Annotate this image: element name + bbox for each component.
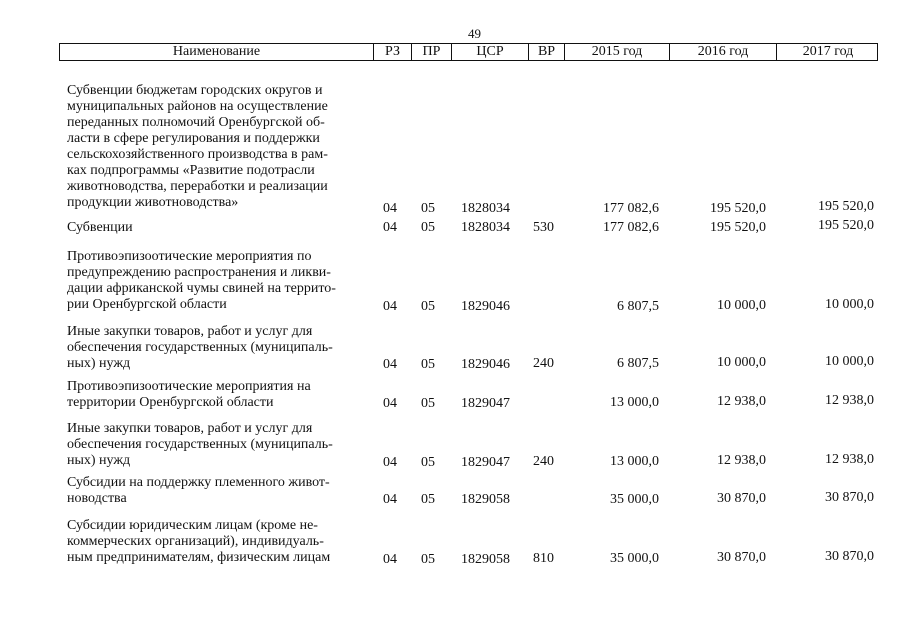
row-csr: 1828034 bbox=[461, 220, 510, 235]
row-name: Иные закупки товаров, работ и услуг для обеспечения государственных (муниципаль- ных) нужд bbox=[67, 324, 333, 371]
row-csr: 1829047 bbox=[461, 396, 510, 411]
row-2017: 30 870,0 bbox=[825, 490, 874, 505]
row-2016: 195 520,0 bbox=[710, 201, 766, 216]
row-2017: 195 520,0 bbox=[818, 218, 874, 233]
row-pr: 05 bbox=[421, 552, 435, 567]
header-pr: ПР bbox=[412, 44, 452, 60]
header-name: Наименование bbox=[60, 44, 374, 60]
row-name: Иные закупки товаров, работ и услуг для обеспечения государственных (муниципаль- ных) нужд bbox=[67, 421, 333, 468]
row-vr: 530 bbox=[533, 220, 554, 235]
row-2016: 12 938,0 bbox=[717, 394, 766, 409]
row-pr: 05 bbox=[421, 299, 435, 314]
row-2015: 35 000,0 bbox=[610, 492, 659, 507]
row-vr: 240 bbox=[533, 454, 554, 469]
row-name: Противоэпизоотические мероприятия по предупреждению распространения и ликви- дации африканской чумы свиней на террито- рии Оренбургской области bbox=[67, 249, 336, 312]
row-name: Противоэпизоотические мероприятия на территории Оренбургской области bbox=[67, 379, 311, 410]
row-2017: 10 000,0 bbox=[825, 354, 874, 369]
row-rz: 04 bbox=[383, 492, 397, 507]
row-2017: 195 520,0 bbox=[818, 199, 874, 214]
row-2015: 13 000,0 bbox=[610, 395, 659, 410]
row-2017: 30 870,0 bbox=[825, 549, 874, 564]
row-pr: 05 bbox=[421, 357, 435, 372]
row-2015: 6 807,5 bbox=[617, 356, 659, 371]
row-2015: 35 000,0 bbox=[610, 551, 659, 566]
row-2015: 177 082,6 bbox=[603, 201, 659, 216]
row-vr: 240 bbox=[533, 356, 554, 371]
row-vr: 810 bbox=[533, 551, 554, 566]
row-pr: 05 bbox=[421, 455, 435, 470]
page-number: 49 bbox=[468, 26, 481, 41]
row-2015: 177 082,6 bbox=[603, 220, 659, 235]
row-csr: 1828034 bbox=[461, 201, 510, 216]
row-name: Субвенции бюджетам городских округов и муниципальных районов на осуществление переданных полномочий Оренбургской об- ласти в сфере регулирования и поддержки сельскохозяйственного производства в рам- ках подпрограммы «Развитие подотрасли животноводства, переработки и реализации продукции животноводства» bbox=[67, 83, 328, 210]
row-csr: 1829046 bbox=[461, 357, 510, 372]
header-2015: 2015 год bbox=[565, 44, 670, 60]
row-rz: 04 bbox=[383, 299, 397, 314]
header-rz: РЗ bbox=[374, 44, 412, 60]
row-name: Субвенции bbox=[67, 220, 133, 235]
header-2016: 2016 год bbox=[670, 44, 777, 60]
row-csr: 1829046 bbox=[461, 299, 510, 314]
row-rz: 04 bbox=[383, 396, 397, 411]
row-csr: 1829047 bbox=[461, 455, 510, 470]
row-name: Субсидии на поддержку племенного живот- новодства bbox=[67, 475, 330, 506]
row-pr: 05 bbox=[421, 396, 435, 411]
row-2016: 195 520,0 bbox=[710, 220, 766, 235]
row-2015: 6 807,5 bbox=[617, 299, 659, 314]
header-csr: ЦСР bbox=[452, 44, 529, 60]
row-2016: 30 870,0 bbox=[717, 491, 766, 506]
row-2017: 12 938,0 bbox=[825, 393, 874, 408]
row-pr: 05 bbox=[421, 492, 435, 507]
row-2016: 10 000,0 bbox=[717, 298, 766, 313]
row-rz: 04 bbox=[383, 552, 397, 567]
table-header bbox=[59, 43, 878, 61]
row-csr: 1829058 bbox=[461, 552, 510, 567]
row-rz: 04 bbox=[383, 455, 397, 470]
header-vr: ВР bbox=[529, 44, 565, 60]
row-2016: 30 870,0 bbox=[717, 550, 766, 565]
row-pr: 05 bbox=[421, 220, 435, 235]
row-pr: 05 bbox=[421, 201, 435, 216]
header-2017: 2017 год bbox=[802, 44, 854, 59]
row-name: Субсидии юридическим лицам (кроме не- коммерческих организаций), индивидуаль- ным предпринимателям, физическим лицам bbox=[67, 518, 331, 565]
row-2015: 13 000,0 bbox=[610, 454, 659, 469]
row-rz: 04 bbox=[383, 357, 397, 372]
row-csr: 1829058 bbox=[461, 492, 510, 507]
row-rz: 04 bbox=[383, 201, 397, 216]
row-2017: 10 000,0 bbox=[825, 297, 874, 312]
row-2017: 12 938,0 bbox=[825, 452, 874, 467]
row-2016: 12 938,0 bbox=[717, 453, 766, 468]
row-rz: 04 bbox=[383, 220, 397, 235]
row-2016: 10 000,0 bbox=[717, 355, 766, 370]
